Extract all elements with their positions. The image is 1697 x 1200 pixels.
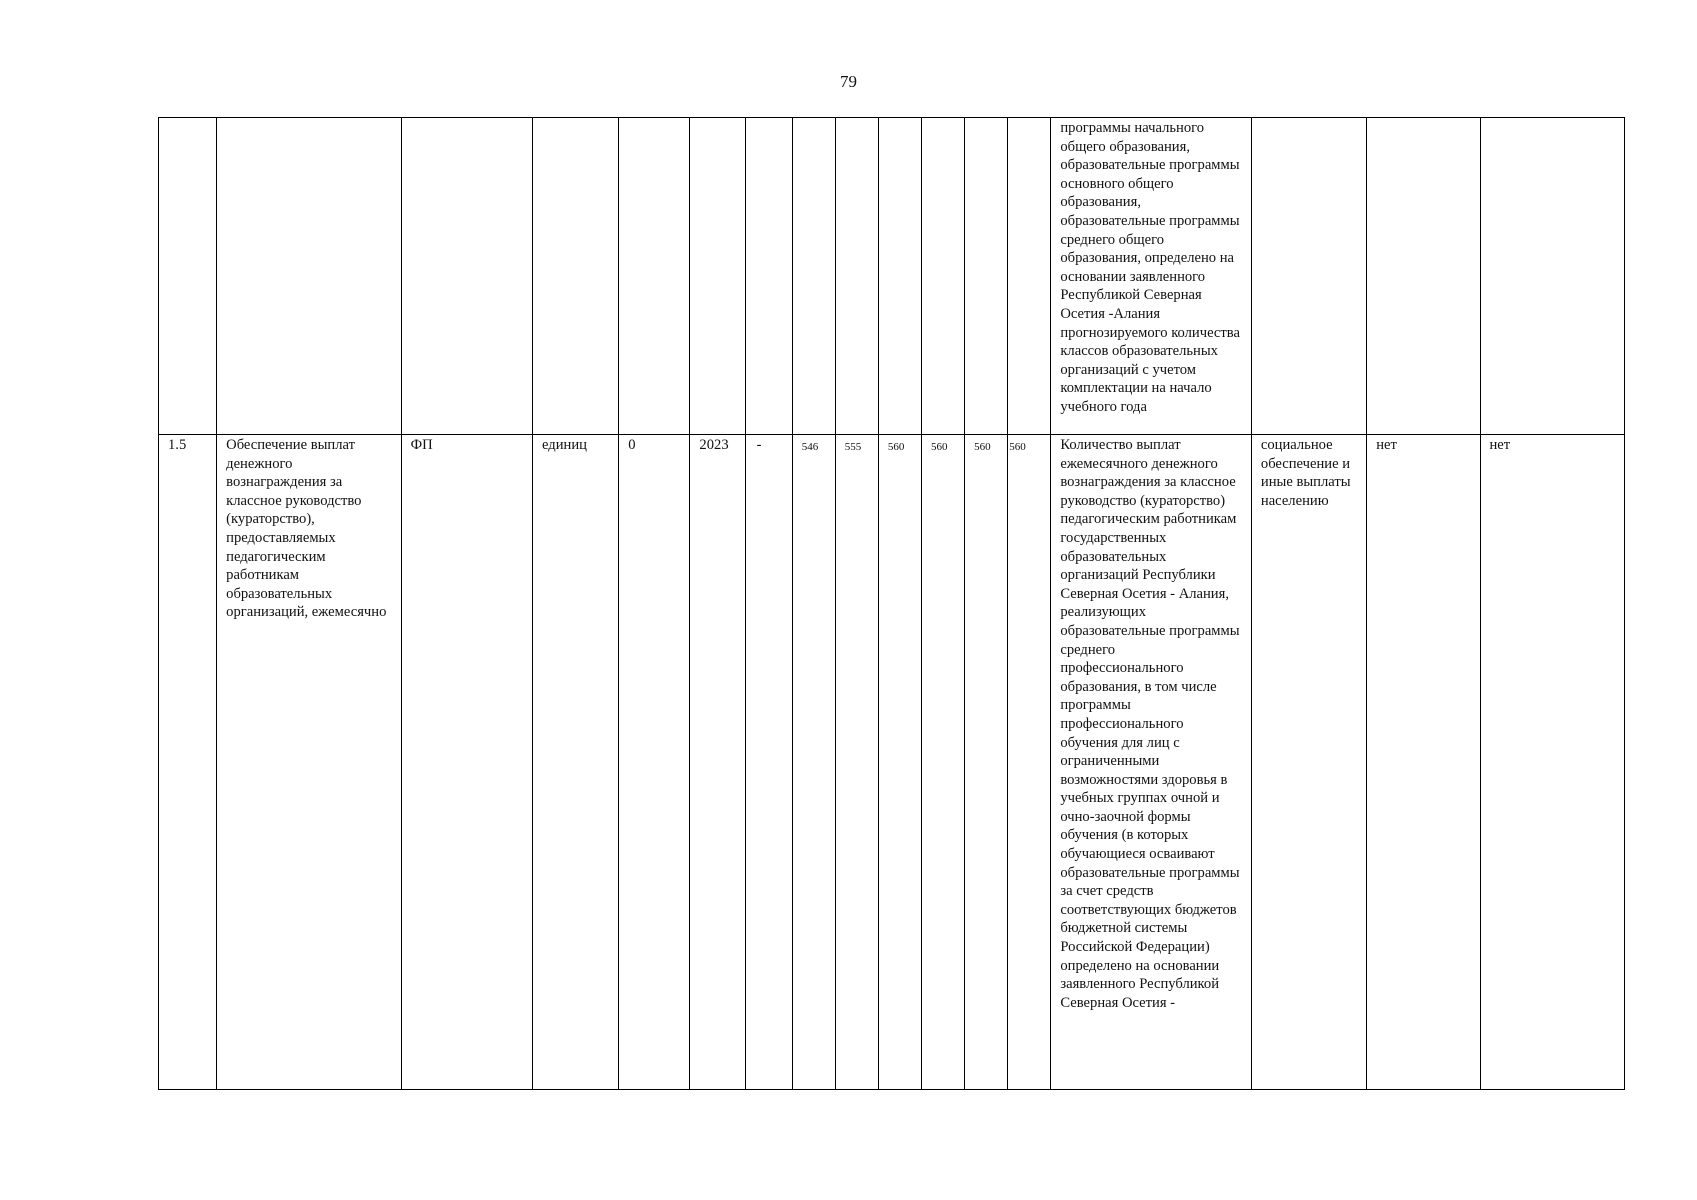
- cell-value: 546: [792, 435, 835, 1090]
- cell-value: 560: [1008, 435, 1051, 1090]
- cell-value: 555: [835, 435, 878, 1090]
- cell-unit: [533, 118, 619, 435]
- cell-col-a: [1367, 118, 1480, 435]
- cell-name: Обеспечение выплат денежного вознаграждения за классное руководство (кураторство), предоставляемых педагогическим работникам образовательных организаций, ежемесячно: [217, 435, 402, 1090]
- cell-description: Количество выплат ежемесячного денежного вознаграждения за классное руководство (кураторство) педагогическим работникам государственных образовательных организаций Республики Северная Осетия - Алания, реализующих образовательные программы среднего профессионального образования, в том числе программы профессионального обучения для лиц с ограниченными возможностями здоровья в учебных группах очной и очно-заочной формы обучения (в которых обучающиеся осваивают образовательные программы за счет средств соответствующих бюджетов бюджетной системы Российской Федерации) определено на основании заявленного Республикой Северная Осетия -: [1051, 435, 1252, 1090]
- cell-value: [792, 118, 835, 435]
- cell-value: [878, 118, 921, 435]
- cell-base-year: [690, 118, 745, 435]
- cell-number: 1.5: [159, 435, 217, 1090]
- cell-value: 560: [878, 435, 921, 1090]
- cell-name: [217, 118, 402, 435]
- cell-category: [1251, 118, 1366, 435]
- table-row: [159, 118, 1625, 435]
- cell-type: [401, 118, 532, 435]
- cell-value: 560: [965, 435, 1008, 1090]
- table-row: [159, 435, 1625, 1090]
- cell-base-year: 2023: [690, 435, 745, 1090]
- cell-description: программы начального общего образования, образовательные программы основного общего образования, образовательные программы среднего общего образования, определено на основании заявленного Республикой Северная Осетия -Алания прогнозируемого количества классов образовательных организаций с учетом комплектации на начало учебного года: [1051, 118, 1252, 435]
- cell-number: [159, 118, 217, 435]
- indicator-table: [158, 117, 1625, 1090]
- cell-type: ФП: [401, 435, 532, 1090]
- cell-col-b: [1480, 118, 1625, 435]
- cell-value: 560: [922, 435, 965, 1090]
- cell-dash: -: [745, 435, 792, 1090]
- cell-value: [835, 118, 878, 435]
- cell-category: социальное обеспечение и иные выплаты населению: [1251, 435, 1366, 1090]
- cell-col-a: нет: [1367, 435, 1480, 1090]
- cell-dash: [745, 118, 792, 435]
- cell-base-value: [619, 118, 690, 435]
- cell-value: [1008, 118, 1051, 435]
- page-number: 79: [840, 72, 857, 91]
- cell-col-b: нет: [1480, 435, 1625, 1090]
- cell-value: [922, 118, 965, 435]
- cell-value: [965, 118, 1008, 435]
- cell-unit: единиц: [533, 435, 619, 1090]
- cell-base-value: 0: [619, 435, 690, 1090]
